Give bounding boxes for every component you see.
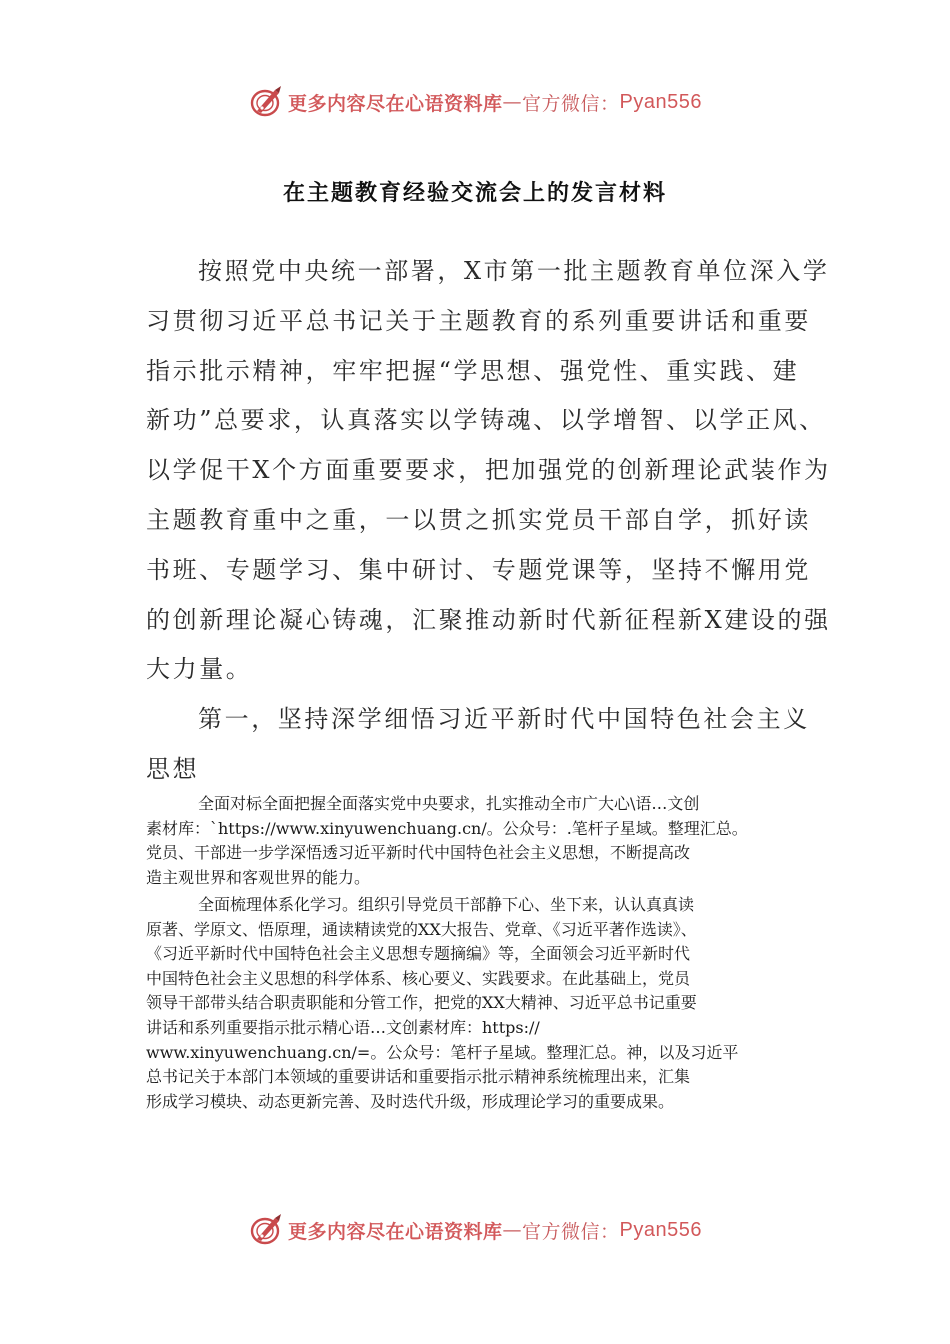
text-line: 的创新理论凝心铸魂，汇聚推动新时代新征程新X建设的强 xyxy=(146,605,831,634)
text-line: 按照党中央统一部署，X市第一批主题教育单位深入学 xyxy=(198,257,830,285)
intro-paragraph xyxy=(146,247,831,695)
text-line: 指示批示精神，牢牢把握“学思想、强党性、重实践、建 xyxy=(146,356,800,385)
text-line: 全面梳理体系化学习。组织引导党员干部静下心、坐下来，认认真真读 xyxy=(198,895,695,914)
document-title: 在主题教育经验交流会上的发言材料 xyxy=(282,181,667,206)
pen-nib-logo-icon xyxy=(248,84,284,120)
watermark-brand: 更多内容尽在心语资料库 xyxy=(288,1220,503,1243)
text-line: 党员、干部进一步学深悟透习近平新时代中国特色社会主义思想，不断提高改 xyxy=(146,843,691,863)
watermark-wechat-label: 官方微信： xyxy=(522,1220,620,1243)
text-line: 素材库：`https://www.xinyuwenchuang.cn/。公众号：.笔杆子星域。整理汇总。 xyxy=(146,818,748,838)
watermark-separator: — xyxy=(502,1219,523,1241)
section-heading xyxy=(146,695,826,795)
watermark-banner-top xyxy=(0,80,950,124)
text-line: 第一，坚持深学细悟习近平新时代中国特色社会主义 xyxy=(198,705,810,733)
pen-nib-logo-icon xyxy=(248,1212,284,1248)
text-line: 全面对标全面把握全面落实党中央要求，扎实推动全市广大心\语…文创 xyxy=(198,794,700,813)
text-line: 中国特色社会主义思想的科学体系、核心要义、实践要求。在此基础上，党员 xyxy=(146,968,691,988)
watermark-account: Pyan556 xyxy=(619,1218,702,1241)
watermark-brand: 更多内容尽在心语资料库 xyxy=(288,92,503,115)
text-line: 思想 xyxy=(146,754,200,783)
text-line: www.xinyuwenchuang.cn/=。公众号：笔杆子星域。整理汇总。神，以及习近平 xyxy=(146,1042,739,1062)
text-line: 原著、学原文、悟原理，通读精读党的XX大报告、党章、《习近平著作选读》、 xyxy=(146,919,697,939)
text-line: 新功”总要求，认真落实以学铸魂、以学增智、以学正风、 xyxy=(146,406,826,435)
watermark-banner-bottom xyxy=(0,1208,950,1252)
watermark-separator: — xyxy=(502,91,523,113)
text-line: 主题教育重中之重，一以贯之抓实党员干部自学，抓好读 xyxy=(146,505,811,534)
text-line: 造主观世界和客观世界的能力。 xyxy=(146,867,371,887)
body-paragraph-2 xyxy=(146,893,826,1114)
text-line: 《习近平新时代中国特色社会主义思想专题摘编》等，全面领会习近平新时代 xyxy=(146,944,691,964)
text-line: 以学促干X个方面重要要求，把加强党的创新理论武装作为 xyxy=(146,456,831,485)
text-line: 领导干部带头结合职责职能和分管工作，把党的XX大精神、习近平总书记重要 xyxy=(146,993,697,1013)
body-paragraph-1 xyxy=(146,792,826,890)
text-line: 书班、专题学习、集中研讨、专题党课等，坚持不懈用党 xyxy=(146,555,811,584)
text-line: 形成学习模块、动态更新完善、及时迭代升级，形成理论学习的重要成果。 xyxy=(146,1091,675,1111)
watermark-wechat-label: 官方微信： xyxy=(522,92,620,115)
text-line: 讲话和系列重要指示批示精心语…文创素材库：https:// xyxy=(146,1017,540,1037)
text-line: 总书记关于本部门本领域的重要讲话和重要指示批示精神系统梳理出来，汇集 xyxy=(146,1067,691,1087)
text-line: 大力量。 xyxy=(146,655,253,684)
watermark-account: Pyan556 xyxy=(619,90,702,113)
text-line: 习贯彻习近平总书记关于主题教育的系列重要讲话和重要 xyxy=(146,306,811,335)
